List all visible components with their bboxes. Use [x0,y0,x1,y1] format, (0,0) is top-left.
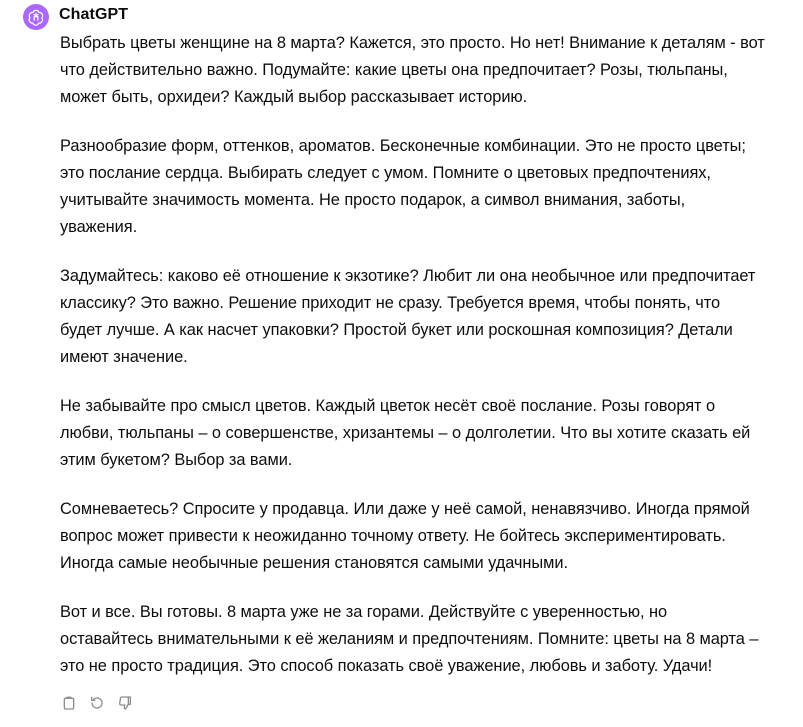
paragraph [60,30,795,111]
message-content [60,30,795,702]
text-line: это послание сердца. Выбирать следует с умом. Помните о цветовых предпочтениях, [60,164,711,182]
text-line: классику? Это важно. Решение приходит не сразу. Требуется время, чтобы понять, что [60,294,721,312]
paragraph [60,393,795,474]
openai-logo-icon [23,4,49,30]
text-line: имеют значение. [60,348,188,366]
text-line: этим букетом? Выбор за вами. [60,451,293,469]
copy-button[interactable] [60,694,78,712]
message-actions [60,694,134,712]
text-line: Выбрать цветы женщине на 8 марта? Кажется, это просто. Но нет! Внимание к деталям - вот [60,34,765,52]
text-line: будет лучше. А как насчет упаковки? Простой букет или роскошная композиция? Детали [60,321,733,339]
text-line: Задумайтесь: каково её отношение к экзотике? Любит ли она необычное или предпочитает [60,267,756,285]
text-line: уважения. [60,218,138,236]
text-line: Сомневаетесь? Спросите у продавца. Или даже у неё самой, ненавязчиво. Иногда прямой [60,500,750,518]
text-line: Не забывайте про смысл цветов. Каждый цветок несёт своё послание. Розы говорят о [60,397,716,415]
clipboard-icon [61,695,77,711]
paragraph [60,133,795,241]
dislike-button[interactable] [116,694,134,712]
text-line: учитывайте значимость момента. Не просто подарок, а символ внимания, заботы, [60,191,686,209]
text-line: что действительно важно. Подумайте: какие цветы она предпочитает? Розы, тюльпаны, [60,61,728,79]
text-line: вопрос может привести к неожиданно точному ответу. Не бойтесь экспериментировать. [60,527,726,545]
text-line: оставайтесь внимательными к её желаниям и предпочтениям. Помните: цветы на 8 марта – [60,630,759,648]
text-line: это не просто традиция. Это способ показать своё уважение, любовь и заботу. Удачи! [60,657,713,675]
paragraph [60,599,795,680]
text-line: Разнообразие форм, оттенков, ароматов. Бесконечные комбинации. Это не просто цветы; [60,137,746,155]
thumbs-down-icon [117,695,133,711]
text-line: может быть, орхидеи? Каждый выбор рассказывает историю. [60,88,528,106]
text-line: Иногда самые необычные решения становятся самыми удачными. [60,554,568,572]
author-name: ChatGPT [59,6,129,23]
regenerate-button[interactable] [88,694,106,712]
text-line: Вот и все. Вы готовы. 8 марта уже не за горами. Действуйте с уверенностью, но [60,603,668,621]
text-line: любви, тюльпаны – о совершенстве, хризантемы – о долголетии. Что вы хотите сказать ей [60,424,751,442]
paragraph [60,263,795,371]
paragraph [60,496,795,577]
refresh-icon [89,695,105,711]
